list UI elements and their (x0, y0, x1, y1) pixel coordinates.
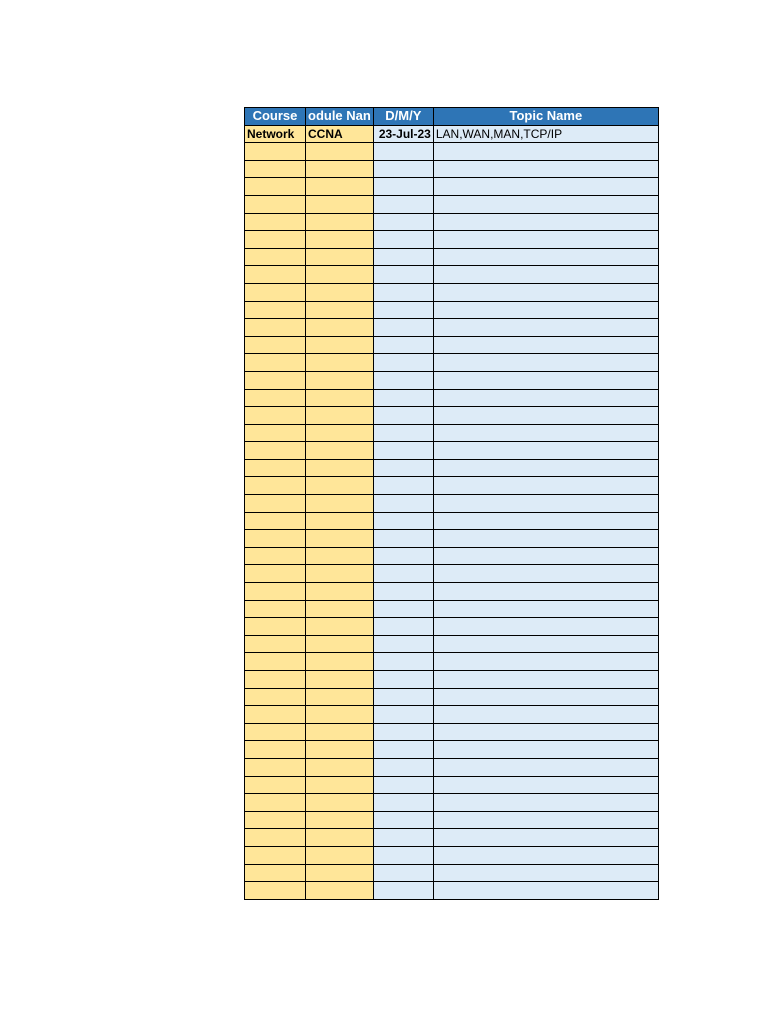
cell-topic[interactable] (433, 407, 658, 425)
cell-course[interactable] (245, 565, 306, 583)
header-row (245, 108, 659, 126)
cell-course[interactable] (245, 864, 306, 882)
cell-date[interactable] (373, 706, 433, 724)
table-row (245, 829, 659, 847)
cell-module[interactable] (306, 301, 374, 319)
cell-module[interactable]: CCNA (306, 125, 374, 143)
cell-date[interactable] (373, 723, 433, 741)
cell-topic[interactable] (433, 283, 658, 301)
cell-date[interactable] (373, 864, 433, 882)
cell-course[interactable] (245, 512, 306, 530)
cell-module[interactable] (306, 864, 374, 882)
cell-topic[interactable] (433, 213, 658, 231)
cell-date[interactable] (373, 283, 433, 301)
cell-topic[interactable] (433, 143, 658, 161)
cell-topic[interactable] (433, 231, 658, 249)
header-module-name[interactable]: odule Nan (306, 108, 374, 126)
table-row (245, 283, 659, 301)
cell-topic[interactable] (433, 653, 658, 671)
header-topic-name[interactable]: Topic Name (433, 108, 658, 126)
cell-date[interactable] (373, 618, 433, 636)
cell-course[interactable] (245, 160, 306, 178)
cell-module[interactable] (306, 758, 374, 776)
cell-topic[interactable] (433, 758, 658, 776)
cell-module[interactable] (306, 565, 374, 583)
cell-date[interactable] (373, 160, 433, 178)
cell-course[interactable] (245, 371, 306, 389)
cell-course[interactable] (245, 283, 306, 301)
cell-topic[interactable] (433, 389, 658, 407)
table-row (245, 195, 659, 213)
cell-module[interactable] (306, 248, 374, 266)
cell-module[interactable] (306, 846, 374, 864)
cell-module[interactable] (306, 178, 374, 196)
cell-date[interactable]: 23-Jul-23 (373, 125, 433, 143)
table-row (245, 758, 659, 776)
cell-course[interactable] (245, 477, 306, 495)
cell-date[interactable] (373, 195, 433, 213)
cell-course[interactable] (245, 618, 306, 636)
cell-topic[interactable] (433, 530, 658, 548)
cell-topic[interactable] (433, 319, 658, 337)
cell-module[interactable] (306, 688, 374, 706)
cell-course[interactable] (245, 829, 306, 847)
table-row (245, 723, 659, 741)
cell-module[interactable] (306, 741, 374, 759)
header-course[interactable]: Course (245, 108, 306, 126)
table-row (245, 495, 659, 513)
cell-date[interactable] (373, 301, 433, 319)
table-row (245, 811, 659, 829)
cell-date[interactable] (373, 829, 433, 847)
cell-module[interactable] (306, 336, 374, 354)
cell-date[interactable] (373, 565, 433, 583)
cell-date[interactable] (373, 583, 433, 601)
cell-topic[interactable] (433, 723, 658, 741)
cell-course[interactable] (245, 231, 306, 249)
cell-topic[interactable] (433, 671, 658, 689)
cell-date[interactable] (373, 477, 433, 495)
cell-module[interactable] (306, 653, 374, 671)
cell-date[interactable] (373, 336, 433, 354)
cell-date[interactable] (373, 653, 433, 671)
cell-course[interactable] (245, 354, 306, 372)
cell-date[interactable] (373, 758, 433, 776)
cell-course[interactable] (245, 319, 306, 337)
cell-topic[interactable] (433, 354, 658, 372)
cell-module[interactable] (306, 706, 374, 724)
cell-course[interactable] (245, 653, 306, 671)
table-row (245, 706, 659, 724)
cell-date[interactable] (373, 882, 433, 900)
cell-date[interactable] (373, 424, 433, 442)
cell-module[interactable] (306, 160, 374, 178)
cell-course[interactable] (245, 758, 306, 776)
cell-course[interactable] (245, 459, 306, 477)
cell-module[interactable] (306, 266, 374, 284)
cell-date[interactable] (373, 459, 433, 477)
spreadsheet-table (244, 107, 659, 900)
table-row (245, 635, 659, 653)
table-row (245, 864, 659, 882)
table-row (245, 389, 659, 407)
cell-course[interactable] (245, 213, 306, 231)
table-row (245, 424, 659, 442)
table-row (245, 846, 659, 864)
table-row (245, 671, 659, 689)
cell-course[interactable] (245, 671, 306, 689)
cell-module[interactable] (306, 530, 374, 548)
table-row (245, 319, 659, 337)
table-row (245, 530, 659, 548)
cell-course[interactable] (245, 336, 306, 354)
cell-date[interactable] (373, 248, 433, 266)
table-row (245, 741, 659, 759)
table-row (245, 178, 659, 196)
cell-course[interactable] (245, 301, 306, 319)
cell-topic[interactable] (433, 442, 658, 460)
cell-date[interactable] (373, 776, 433, 794)
cell-topic[interactable] (433, 459, 658, 477)
cell-module[interactable] (306, 407, 374, 425)
cell-course[interactable] (245, 706, 306, 724)
table-row (245, 301, 659, 319)
cell-date[interactable] (373, 688, 433, 706)
cell-date[interactable] (373, 794, 433, 812)
cell-module[interactable] (306, 424, 374, 442)
cell-date[interactable] (373, 319, 433, 337)
table-row (245, 160, 659, 178)
cell-topic[interactable] (433, 178, 658, 196)
table-row (245, 231, 659, 249)
table-row (245, 459, 659, 477)
cell-course[interactable] (245, 846, 306, 864)
cell-module[interactable] (306, 371, 374, 389)
cell-topic[interactable] (433, 600, 658, 618)
cell-module[interactable] (306, 600, 374, 618)
cell-date[interactable] (373, 811, 433, 829)
cell-topic[interactable] (433, 495, 658, 513)
cell-topic[interactable] (433, 301, 658, 319)
cell-course[interactable] (245, 424, 306, 442)
cell-course[interactable] (245, 495, 306, 513)
table-row (245, 336, 659, 354)
cell-date[interactable] (373, 389, 433, 407)
cell-course[interactable] (245, 811, 306, 829)
cell-module[interactable] (306, 389, 374, 407)
cell-topic[interactable] (433, 864, 658, 882)
cell-date[interactable] (373, 671, 433, 689)
table-row (245, 565, 659, 583)
cell-course[interactable] (245, 143, 306, 161)
cell-module[interactable] (306, 776, 374, 794)
cell-course[interactable] (245, 776, 306, 794)
cell-topic[interactable] (433, 706, 658, 724)
cell-module[interactable] (306, 495, 374, 513)
cell-course[interactable] (245, 882, 306, 900)
cell-module[interactable] (306, 671, 374, 689)
cell-date[interactable] (373, 371, 433, 389)
cell-module[interactable] (306, 477, 374, 495)
cell-topic[interactable] (433, 741, 658, 759)
cell-date[interactable] (373, 266, 433, 284)
table-row (245, 512, 659, 530)
table-row (245, 407, 659, 425)
cell-course[interactable] (245, 178, 306, 196)
cell-course[interactable] (245, 600, 306, 618)
cell-course[interactable] (245, 723, 306, 741)
cell-course[interactable] (245, 794, 306, 812)
cell-module[interactable] (306, 512, 374, 530)
table-row (245, 213, 659, 231)
cell-topic[interactable]: LAN,WAN,MAN,TCP/IP (433, 125, 658, 143)
table-row (245, 653, 659, 671)
cell-module[interactable] (306, 583, 374, 601)
table-row (245, 354, 659, 372)
cell-module[interactable] (306, 547, 374, 565)
cell-module[interactable] (306, 459, 374, 477)
cell-topic[interactable] (433, 688, 658, 706)
cell-course[interactable]: Network (245, 125, 306, 143)
cell-module[interactable] (306, 635, 374, 653)
cell-topic[interactable] (433, 776, 658, 794)
table-row (245, 688, 659, 706)
table-row (245, 442, 659, 460)
cell-module[interactable] (306, 794, 374, 812)
cell-date[interactable] (373, 407, 433, 425)
cell-date[interactable] (373, 231, 433, 249)
cell-module[interactable] (306, 811, 374, 829)
table-row (245, 125, 659, 143)
cell-topic[interactable] (433, 565, 658, 583)
cell-module[interactable] (306, 723, 374, 741)
cell-topic[interactable] (433, 794, 658, 812)
cell-topic[interactable] (433, 160, 658, 178)
cell-topic[interactable] (433, 512, 658, 530)
table-row (245, 371, 659, 389)
cell-topic[interactable] (433, 477, 658, 495)
cell-course[interactable] (245, 407, 306, 425)
cell-date[interactable] (373, 512, 433, 530)
cell-topic[interactable] (433, 811, 658, 829)
table-row (245, 776, 659, 794)
cell-module[interactable] (306, 143, 374, 161)
cell-date[interactable] (373, 530, 433, 548)
header-date[interactable]: D/M/Y (373, 108, 433, 126)
cell-module[interactable] (306, 354, 374, 372)
cell-topic[interactable] (433, 547, 658, 565)
cell-course[interactable] (245, 389, 306, 407)
cell-module[interactable] (306, 829, 374, 847)
table-row (245, 618, 659, 636)
cell-date[interactable] (373, 143, 433, 161)
cell-course[interactable] (245, 635, 306, 653)
cell-topic[interactable] (433, 882, 658, 900)
cell-date[interactable] (373, 635, 433, 653)
cell-topic[interactable] (433, 266, 658, 284)
cell-course[interactable] (245, 195, 306, 213)
cell-module[interactable] (306, 319, 374, 337)
cell-topic[interactable] (433, 248, 658, 266)
cell-topic[interactable] (433, 424, 658, 442)
cell-topic[interactable] (433, 635, 658, 653)
cell-module[interactable] (306, 231, 374, 249)
cell-topic[interactable] (433, 846, 658, 864)
cell-module[interactable] (306, 882, 374, 900)
table-row (245, 248, 659, 266)
table-row (245, 143, 659, 161)
table-row (245, 477, 659, 495)
cell-course[interactable] (245, 583, 306, 601)
table-row (245, 882, 659, 900)
cell-course[interactable] (245, 530, 306, 548)
cell-date[interactable] (373, 547, 433, 565)
cell-topic[interactable] (433, 195, 658, 213)
cell-course[interactable] (245, 741, 306, 759)
cell-date[interactable] (373, 495, 433, 513)
cell-course[interactable] (245, 547, 306, 565)
cell-date[interactable] (373, 846, 433, 864)
table-row (245, 600, 659, 618)
cell-module[interactable] (306, 213, 374, 231)
cell-topic[interactable] (433, 829, 658, 847)
cell-date[interactable] (373, 213, 433, 231)
cell-date[interactable] (373, 600, 433, 618)
cell-date[interactable] (373, 178, 433, 196)
cell-date[interactable] (373, 354, 433, 372)
cell-date[interactable] (373, 741, 433, 759)
cell-topic[interactable] (433, 618, 658, 636)
cell-course[interactable] (245, 248, 306, 266)
cell-module[interactable] (306, 195, 374, 213)
table-row (245, 583, 659, 601)
cell-topic[interactable] (433, 336, 658, 354)
table-row (245, 547, 659, 565)
cell-course[interactable] (245, 688, 306, 706)
cell-topic[interactable] (433, 583, 658, 601)
cell-module[interactable] (306, 442, 374, 460)
cell-date[interactable] (373, 442, 433, 460)
table-row (245, 794, 659, 812)
table-row (245, 266, 659, 284)
cell-module[interactable] (306, 618, 374, 636)
cell-course[interactable] (245, 442, 306, 460)
cell-module[interactable] (306, 283, 374, 301)
cell-topic[interactable] (433, 371, 658, 389)
cell-course[interactable] (245, 266, 306, 284)
